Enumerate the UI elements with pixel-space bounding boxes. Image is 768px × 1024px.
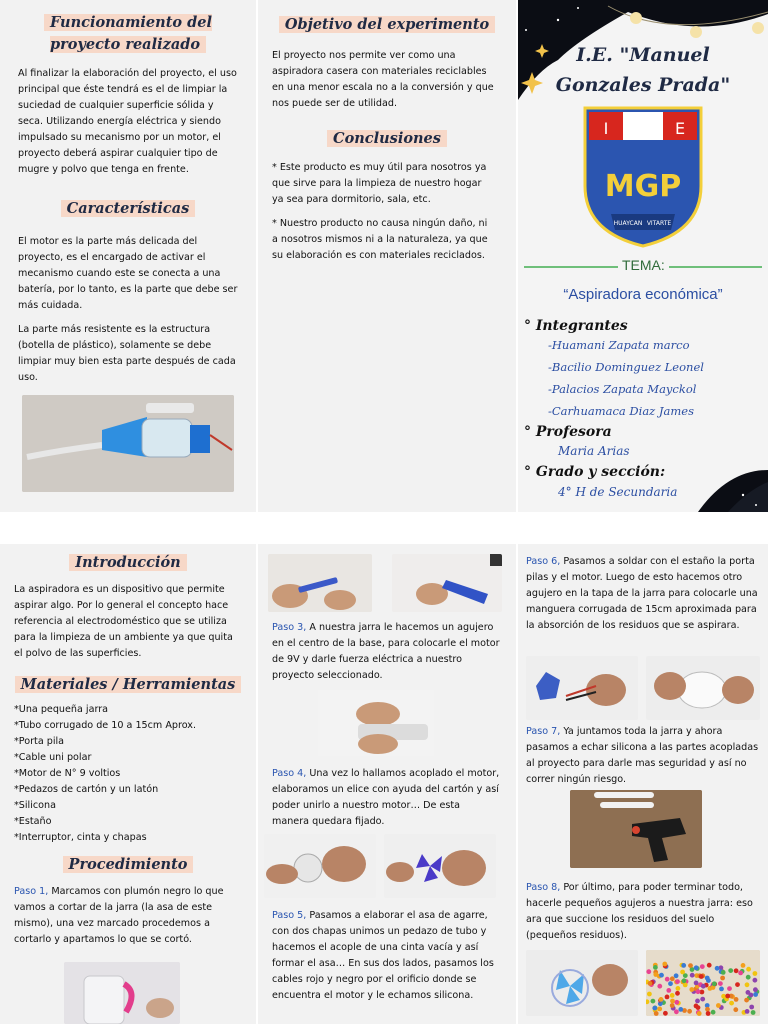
propeller-motor-image <box>384 834 496 898</box>
paso8-photo-right <box>646 950 760 1016</box>
paso8-text: Paso 8, Por último, para poder terminar todo, hacerle pequeños agujeros a nuestra jarra: eso ara que succione los residuos del suelo (pequeños residuos). <box>526 882 753 941</box>
materiales-list <box>14 702 242 846</box>
introduccion-title: Introducción <box>0 552 256 574</box>
school-name: I.E. "Manuel Gonzales Prada" <box>555 44 731 96</box>
panel-introduccion <box>0 544 256 1024</box>
integrante-item: -Palacios Zapata Mayckol <box>548 382 697 396</box>
paso2-photo-left <box>268 554 372 612</box>
paso3-photo <box>318 690 434 756</box>
material-item: *Cable uni polar <box>14 752 92 763</box>
material-item: *Una pequeña jarra <box>14 704 109 715</box>
paso4-text: Paso 4, Una vez lo hallamos acoplado el motor, elaboramos un elice con ayuda del cartón y así poder unirlo a nuestro motor… De esta manera quedara fijado. <box>272 768 500 827</box>
integrante-item: -Bacilio Dominguez Leonel <box>548 360 704 374</box>
panel-funcionamiento <box>0 0 256 512</box>
grado-value: 4° H de Secundaria <box>558 485 678 499</box>
material-item: *Estaño <box>14 816 52 827</box>
conclusiones-title: Conclusiones <box>258 128 516 150</box>
material-item: *Porta pila <box>14 736 65 747</box>
integrantes-label: ° Integrantes <box>524 318 628 334</box>
bullet-dot-icon: ° <box>524 464 536 480</box>
conclusiones-p2: * Nuestro producto no causa ningún daño, ni a nosotros mismos ni a la naturaleza, ya que su elaboración es con materiales reciclados. <box>272 218 488 261</box>
caracteristicas-p2: La parte más resistente es la estructura (botella de plástico), solamente se debe limpiar muy bien esta parte después de cada uso. <box>18 324 236 383</box>
material-item: *Pedazos de cartón y un latón <box>14 784 159 795</box>
paso6-text: Paso 6, Pasamos a soldar con el estaño la porta pilas y el motor. Luego de esto hacemos otro agujero en la tapa de la jarra para colocarle una manguera corrugada de 15cm aproximada para la absorción de los residuos que se aspirara. <box>526 556 758 631</box>
colored-beads-image <box>646 950 760 1016</box>
school-crest-icon <box>581 104 705 250</box>
handle-cut-image <box>392 554 502 612</box>
material-item: *Motor de N° 9 voltios <box>14 768 121 779</box>
tema-value: “Aspiradora económica” <box>563 286 723 303</box>
tema-row <box>524 257 762 275</box>
bullet-dot-icon: ° <box>524 318 536 334</box>
jar-cut-image <box>64 962 180 1024</box>
panel-cover <box>518 0 768 512</box>
propeller-cutting-image <box>264 834 376 898</box>
conclusiones-p1: * Este producto es muy útil para nosotros ya que sirve para la limpieza de nuestro hogar ya sea para dormitorio, sala, etc. <box>272 162 487 205</box>
crest-initials: MGP <box>604 169 682 204</box>
integrante-item: -Carhuamaca Diaz James <box>548 404 694 418</box>
paso8-photo-left <box>526 950 638 1016</box>
paso7-text: Paso 7, Ya juntamos toda la jarra y ahora pasamos a echar silicona a las partes acopladas al proyecto para darle mas seguridad y así no correr ningún riesgo. <box>526 726 759 785</box>
paso4-photo-left <box>264 834 376 898</box>
funcionamiento-title: Funcionamiento del proyecto realizado <box>12 12 244 56</box>
integrantes-section <box>524 318 764 504</box>
crest-letter-left: I <box>603 119 609 138</box>
introduccion-text: La aspiradora es un dispositivo que permite aspirar algo. Por lo general el concepto hace referencia al electrodoméstico que se utiliza para la limpieza de un ambiente ya que quita el polvo de las superficies. <box>14 584 233 659</box>
crest-banner-left: HUAYCAN <box>613 220 643 227</box>
paso6-photo-left <box>526 656 638 720</box>
finished-vacuum-image <box>526 950 638 1016</box>
bullet-dot-icon: ° <box>524 424 536 440</box>
paso5-text: Paso 5, Pasamos a elaborar el asa de agarre, con dos chapas unimos un pedazo de tubo y hacemos el acople de una cinta vacía y así formar el asa… En sus dos lados, pasamos los cables rojo y negro por el orificio donde se encuentra el motor y le echamos silicona. <box>272 910 494 1001</box>
vacuum-photo <box>22 395 234 492</box>
material-item: *Tubo corrugado de 10 a 15cm Aprox. <box>14 720 197 731</box>
material-item: *Silicona <box>14 800 56 811</box>
lid-hole-image <box>646 656 760 720</box>
materiales-title: Materiales / Herramientas <box>0 674 256 696</box>
caracteristicas-p1: El motor es la parte más delicada del proyecto, es el encargado de activar el mecanismo cuando este se conecta a una batería, por lo tanto, es la parte que debe ser más cuidada. <box>18 236 238 311</box>
tema-label: TEMA: <box>618 257 669 273</box>
paso1-text: Paso 1, Marcamos con plumón negro lo que vamos a cortar de la jarra (la asa de este mismo), una vez marcado procedemos a cortarlo y apartamos lo que se cortó. <box>14 886 224 945</box>
drilling-jar-image <box>318 690 434 756</box>
profesora-label: ° Profesora <box>524 424 612 440</box>
crest-letter-right: E <box>674 119 686 138</box>
soldering-image <box>526 656 638 720</box>
paso7-photo <box>570 790 702 868</box>
integrante-item: -Huamani Zapata marco <box>548 338 690 352</box>
paso4-photo-right <box>384 834 496 898</box>
objetivo-title: Objetivo del experimento <box>258 14 516 36</box>
panel-pasos-6-8 <box>518 544 768 1024</box>
panel-objetivo <box>258 0 516 512</box>
paso6-photo-right <box>646 656 760 720</box>
paso1-photo <box>64 962 180 1024</box>
glue-gun-image <box>570 790 702 868</box>
grado-label: ° Grado y sección: <box>524 464 666 480</box>
panel-pasos-3-5 <box>258 544 516 1024</box>
funcionamiento-text: Al finalizar la elaboración del proyecto, el uso principal que éste tendrá es el de limpiar la suciedad de cualquier superficie sólida y seca. Utilizando energía eléctrica y siendo impulsado su mecanismo por un motor, el proyecto deberá aspirar cualquier tipo de mugre y polvo que tenga en frente. <box>18 68 237 175</box>
procedimiento-title: Procedimiento <box>0 854 256 876</box>
objetivo-text: El proyecto nos permite ver como una aspiradora casera con materiales reciclables en una menor escala no a la conversión y que nos puede ser de utilidad. <box>272 50 494 109</box>
vacuum-prototype-image <box>22 395 234 492</box>
profesora-name: Maria Arias <box>558 444 630 458</box>
material-item: *Interruptor, cinta y chapas <box>14 832 147 843</box>
paso3-text: Paso 3, A nuestra jarra le hacemos un agujero en el centro de la base, para colocarle el motor de 9V y darle fuerza eléctrica a nuestro proyecto seleccionado. <box>272 622 500 681</box>
marking-jar-image <box>268 554 372 612</box>
paso2-photo-right <box>392 554 502 612</box>
caracteristicas-title: Características <box>0 198 256 220</box>
crest-banner-right: VITARTE <box>646 220 672 227</box>
integrantes-list <box>524 334 764 422</box>
